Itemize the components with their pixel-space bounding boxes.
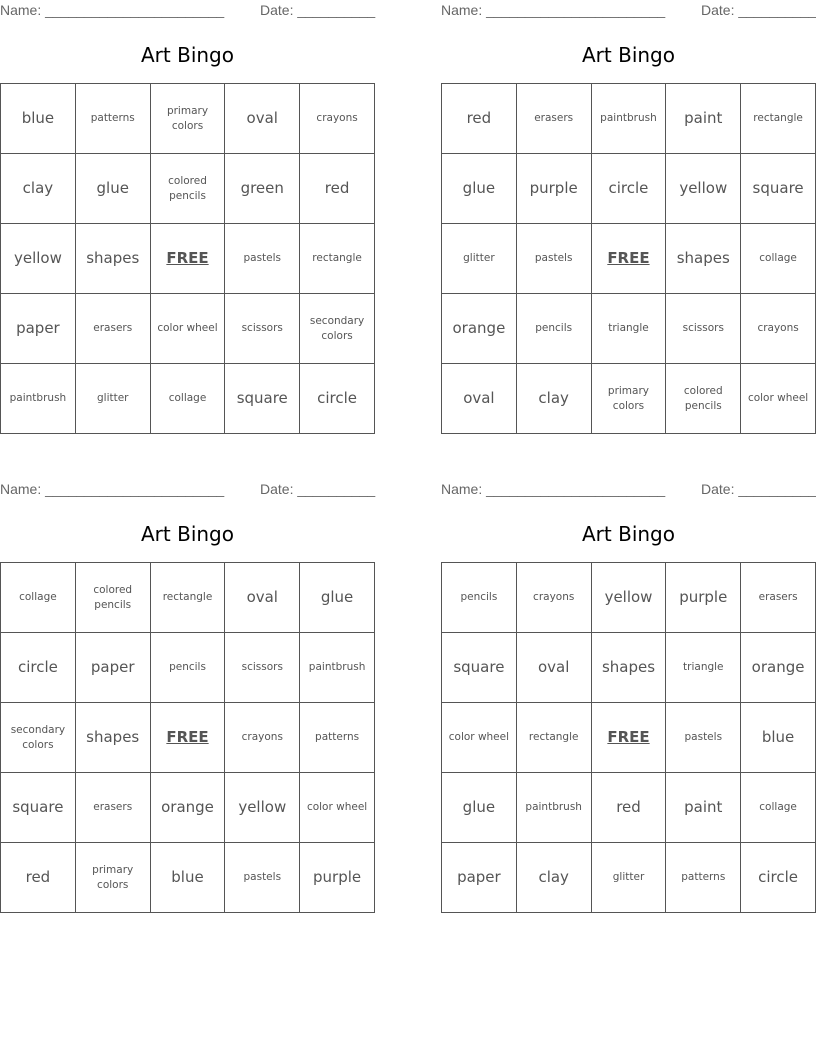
bingo-cell: scissors bbox=[225, 633, 300, 703]
free-space-cell: FREE bbox=[150, 703, 225, 773]
bingo-row bbox=[1, 294, 375, 364]
bingo-cell: orange bbox=[741, 633, 816, 703]
bingo-cell: oval bbox=[442, 364, 517, 434]
bingo-cell: glue bbox=[442, 773, 517, 843]
bingo-cell: purple bbox=[300, 843, 375, 913]
bingo-cell: shapes bbox=[75, 703, 150, 773]
bingo-cell: shapes bbox=[591, 633, 666, 703]
bingo-cell: colored pencils bbox=[75, 563, 150, 633]
bingo-cell: scissors bbox=[666, 294, 741, 364]
bingo-cell: oval bbox=[225, 84, 300, 154]
bingo-cell: square bbox=[442, 633, 517, 703]
bingo-cell: glitter bbox=[442, 224, 517, 294]
bingo-cell: pastels bbox=[225, 843, 300, 913]
bingo-cell: oval bbox=[225, 563, 300, 633]
card-header bbox=[0, 479, 375, 499]
bingo-cell: yellow bbox=[591, 563, 666, 633]
bingo-cell: paper bbox=[75, 633, 150, 703]
bingo-cell: primary colors bbox=[591, 364, 666, 434]
bingo-cell: color wheel bbox=[300, 773, 375, 843]
bingo-cell: purple bbox=[666, 563, 741, 633]
bingo-grid bbox=[441, 562, 816, 913]
bingo-cell: circle bbox=[591, 154, 666, 224]
bingo-cell: purple bbox=[516, 154, 591, 224]
bingo-row bbox=[1, 703, 375, 773]
bingo-cell: yellow bbox=[225, 773, 300, 843]
bingo-cell: erasers bbox=[741, 563, 816, 633]
bingo-cell: patterns bbox=[300, 703, 375, 773]
bingo-cell: circle bbox=[300, 364, 375, 434]
bingo-cell: pencils bbox=[150, 633, 225, 703]
bingo-cell: oval bbox=[516, 633, 591, 703]
bingo-row bbox=[442, 84, 816, 154]
bingo-cell: triangle bbox=[591, 294, 666, 364]
bingo-cell: paint bbox=[666, 84, 741, 154]
bingo-row bbox=[1, 773, 375, 843]
bingo-cell: colored pencils bbox=[150, 154, 225, 224]
bingo-cell: orange bbox=[150, 773, 225, 843]
bingo-cell: rectangle bbox=[150, 563, 225, 633]
bingo-cell: paper bbox=[442, 843, 517, 913]
bingo-cell: blue bbox=[1, 84, 76, 154]
bingo-cell: red bbox=[591, 773, 666, 843]
name-field: Name: _______________________ bbox=[0, 2, 225, 18]
bingo-cell: pencils bbox=[516, 294, 591, 364]
bingo-cell: blue bbox=[741, 703, 816, 773]
bingo-row bbox=[442, 773, 816, 843]
bingo-cell: color wheel bbox=[741, 364, 816, 434]
bingo-cell: rectangle bbox=[741, 84, 816, 154]
bingo-cell: collage bbox=[150, 364, 225, 434]
bingo-row bbox=[1, 364, 375, 434]
bingo-cell: circle bbox=[741, 843, 816, 913]
date-field: Date: __________ bbox=[260, 481, 376, 497]
bingo-cell: patterns bbox=[666, 843, 741, 913]
bingo-cell: blue bbox=[150, 843, 225, 913]
bingo-cell: paintbrush bbox=[591, 84, 666, 154]
bingo-cell: crayons bbox=[300, 84, 375, 154]
bingo-cell: triangle bbox=[666, 633, 741, 703]
bingo-cell: square bbox=[741, 154, 816, 224]
bingo-cell: clay bbox=[516, 364, 591, 434]
bingo-cell: glue bbox=[300, 563, 375, 633]
card-header bbox=[441, 479, 816, 499]
bingo-cell: square bbox=[225, 364, 300, 434]
bingo-cell: rectangle bbox=[516, 703, 591, 773]
bingo-cell: collage bbox=[741, 773, 816, 843]
bingo-cell: red bbox=[300, 154, 375, 224]
name-field: Name: _______________________ bbox=[0, 481, 225, 497]
bingo-cell: pastels bbox=[225, 224, 300, 294]
bingo-cell: color wheel bbox=[150, 294, 225, 364]
bingo-cell: glue bbox=[75, 154, 150, 224]
bingo-row bbox=[1, 84, 375, 154]
bingo-cell: scissors bbox=[225, 294, 300, 364]
bingo-row bbox=[442, 294, 816, 364]
bingo-cell: primary colors bbox=[150, 84, 225, 154]
bingo-cell: circle bbox=[1, 633, 76, 703]
name-field: Name: _______________________ bbox=[441, 2, 666, 18]
bingo-cell: red bbox=[442, 84, 517, 154]
bingo-row bbox=[442, 154, 816, 224]
bingo-row bbox=[442, 364, 816, 434]
bingo-cell: color wheel bbox=[442, 703, 517, 773]
bingo-cell: paint bbox=[666, 773, 741, 843]
bingo-cell: paper bbox=[1, 294, 76, 364]
bingo-cell: square bbox=[1, 773, 76, 843]
bingo-cell: pastels bbox=[516, 224, 591, 294]
bingo-cell: collage bbox=[1, 563, 76, 633]
bingo-cell: yellow bbox=[1, 224, 76, 294]
bingo-grid bbox=[441, 83, 816, 434]
bingo-cell: rectangle bbox=[300, 224, 375, 294]
bingo-cell: secondary colors bbox=[300, 294, 375, 364]
date-field: Date: __________ bbox=[260, 2, 376, 18]
bingo-row bbox=[442, 843, 816, 913]
bingo-cell: glitter bbox=[591, 843, 666, 913]
bingo-cell: red bbox=[1, 843, 76, 913]
bingo-cell: crayons bbox=[741, 294, 816, 364]
bingo-cell: glitter bbox=[75, 364, 150, 434]
bingo-cell: secondary colors bbox=[1, 703, 76, 773]
bingo-cell: orange bbox=[442, 294, 517, 364]
bingo-row bbox=[442, 563, 816, 633]
bingo-cell: pencils bbox=[442, 563, 517, 633]
bingo-cell: green bbox=[225, 154, 300, 224]
bingo-cell: glue bbox=[442, 154, 517, 224]
bingo-cell: crayons bbox=[516, 563, 591, 633]
bingo-cell: paintbrush bbox=[1, 364, 76, 434]
bingo-cell: paintbrush bbox=[300, 633, 375, 703]
bingo-row bbox=[442, 224, 816, 294]
free-space-cell: FREE bbox=[591, 224, 666, 294]
bingo-row bbox=[442, 633, 816, 703]
bingo-cell: clay bbox=[516, 843, 591, 913]
bingo-cell: primary colors bbox=[75, 843, 150, 913]
bingo-cell: shapes bbox=[666, 224, 741, 294]
bingo-row bbox=[1, 224, 375, 294]
bingo-cell: crayons bbox=[225, 703, 300, 773]
card-title: Art Bingo bbox=[582, 522, 675, 546]
free-space-cell: FREE bbox=[150, 224, 225, 294]
bingo-cell: paintbrush bbox=[516, 773, 591, 843]
card-title: Art Bingo bbox=[141, 43, 234, 67]
bingo-cell: yellow bbox=[666, 154, 741, 224]
bingo-cell: erasers bbox=[75, 773, 150, 843]
bingo-grid bbox=[0, 562, 375, 913]
bingo-cell: pastels bbox=[666, 703, 741, 773]
card-header bbox=[0, 0, 375, 20]
card-title: Art Bingo bbox=[582, 43, 675, 67]
bingo-cell: colored pencils bbox=[666, 364, 741, 434]
bingo-row bbox=[1, 843, 375, 913]
bingo-row bbox=[1, 563, 375, 633]
bingo-cell: clay bbox=[1, 154, 76, 224]
bingo-cell: shapes bbox=[75, 224, 150, 294]
card-header bbox=[441, 0, 816, 20]
bingo-row bbox=[1, 633, 375, 703]
bingo-row bbox=[1, 154, 375, 224]
date-field: Date: __________ bbox=[701, 481, 816, 497]
bingo-cell: erasers bbox=[516, 84, 591, 154]
bingo-cell: patterns bbox=[75, 84, 150, 154]
bingo-cell: collage bbox=[741, 224, 816, 294]
date-field: Date: __________ bbox=[701, 2, 816, 18]
bingo-grid bbox=[0, 83, 375, 434]
free-space-cell: FREE bbox=[591, 703, 666, 773]
name-field: Name: _______________________ bbox=[441, 481, 666, 497]
card-title: Art Bingo bbox=[141, 522, 234, 546]
bingo-row bbox=[442, 703, 816, 773]
bingo-cell: erasers bbox=[75, 294, 150, 364]
